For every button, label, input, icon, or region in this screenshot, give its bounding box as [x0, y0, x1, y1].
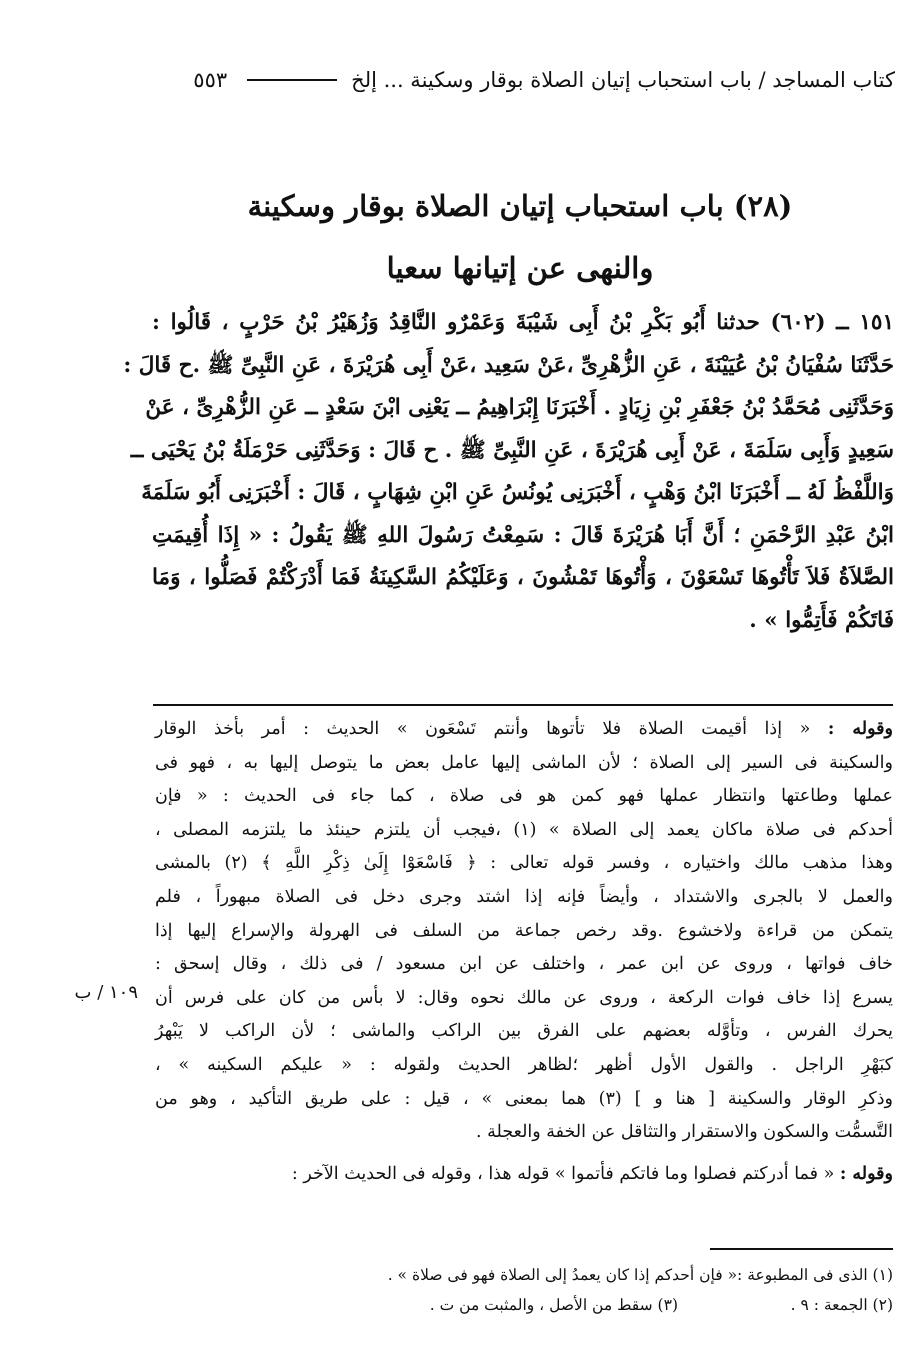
running-header: [150, 60, 895, 100]
commentary-line: [155, 713, 893, 747]
hadith-line: الصَّلاَةُ فَلاَ تَأْتُوهَا تَسْعَوْنَ ، وَأْتُوهَا تَمْشُونَ ، وَعَلَيْكُمُ السَّكِينَةُ فَمَا أَدْرَكْتُمْ فَصَلُّوا ، وَمَا: [152, 565, 894, 590]
commentary-line: وهذا مذهب مالك واختياره ، وفسر قوله تعالى : ﴿ فَاسْعَوْا إِلَىٰ ذِكْرِ اللَّهِ ﴾ (٢) بالمشى: [155, 853, 893, 874]
hadith-line: حَدَّثَنَا سُفْيَانُ بْنُ عُيَيْنَةَ ، عَنِ الزُّهْرِىِّ ،عَنْ سَعِيد ،عَنْ أَبِى هُرَيْرَةَ ، عَنِ النَّبِىِّ ﷺ .ح قَالَ :: [123, 352, 894, 378]
commentary-line: [155, 1158, 893, 1192]
commentary-line: وذكرِ الوقار والسكينة [ هنا و ] (٣) هما بمعنى » ، قيل : على طريق التأكيد ، وهو من: [155, 1088, 893, 1109]
hadith-line: ١٥١ ــ (٦٠٢) حدثنا أَبُو بَكْرِ بْنُ أَبِى شَيْبَةَ وَعَمْرٌو النَّاقِدُ وَزُهَيْرُ بْنُ حَرْبٍ ، قَالُوا :: [152, 310, 894, 335]
commentary-text: « فما أدركتم فصلوا وما فاتكم فأتموا » قوله هذا ، وقوله فى الحديث الآخر :: [291, 1163, 835, 1184]
commentary-line: والعمل لا بالجرى والاشتداد ، وأيضاً فإنه إذا اشتد وجرى دخل فى الصلاة مبهوراً ، فلم: [155, 886, 893, 907]
footnote-divider: [710, 1248, 893, 1250]
commentary-lead: وقوله :: [827, 719, 893, 739]
hadith-line: وَاللَّفْظُ لَهُ ــ أَخْبَرَنَا ابْنُ وَهْبٍ ، أَخْبَرَنِى يُونُسُ عَنِ ابْنِ شِهَابٍ ، قَالَ : أَخْبَرَنِى أَبُو سَلَمَةَ: [141, 480, 894, 505]
chapter-title: [150, 175, 890, 299]
chapter-title-line-1: (٢٨) باب استحباب إتيان الصلاة بوقار وسكينة: [247, 189, 793, 223]
commentary-line: يحرك الفرس ، وتأوَّله بعضهم على الفرق بين الراكب والماشى ؛ لأن الراكب لا يَبْهرُ: [155, 1021, 893, 1042]
commentary-line: التَّسمُّت والسكون والاستقرار والتثاقل عن الخفة والعجلة .: [476, 1122, 893, 1143]
paragraph-gap: [155, 1150, 893, 1158]
main-divider: [153, 704, 893, 706]
footnote-3: (٣) سقط من الأصل ، والمثبت من ت .: [429, 1296, 678, 1314]
commentary-line: أحدكم فى صلاة ماكان يعمد إلى الصلاة » (١) ،فيجب أن يلتزم حينئذ ما يلتزمه المصلى ،: [155, 819, 893, 840]
hadith-line: فَاتَكُمْ فَأَتِمُّوا » .: [749, 607, 894, 633]
commentary-line: والسكينة فى السير إلى الصلاة ؛ لأن الماشى إليها عامل بعض ما يتوصل إليها به ، فهو فى: [155, 752, 893, 773]
commentary-line: يسرع إذا خاف فوات الركعة ، وروى عن مالك نحوه وقال: لا بأس من كان على فرس أن: [155, 987, 893, 1008]
commentary-line: كبَهْرِ الراجل . والقول الأول أظهر ؛لظاهر الحديث ولقوله : « عليكم السكينه » ،: [155, 1054, 893, 1075]
commentary-line: يتمكن من قراءة ولاخشوع .وقد رخص جماعة من السلف فى الهرولة والإسراع إليها إذا: [155, 920, 893, 941]
footnote-2: (٢) الجمعة : ٩ .: [790, 1296, 893, 1314]
header-title: كتاب المساجد / باب استحباب إتيان الصلاة بوقار وسكينة ... إلخ: [351, 68, 895, 92]
chapter-title-line-2: والنهى عن إتيانها سعيا: [386, 251, 654, 285]
hadith-line: وَحَدَّثَنِى مُحَمَّدُ بْنُ جَعْفَرِ بْنِ زِيَادٍ . أَخْبَرَنَا إِبْرَاهِيمُ ــ يَعْنِى ابْنَ سَعْدٍ ــ عَنِ الزُّهْرِىِّ ، عَنْ: [145, 395, 894, 420]
footnote-row: [250, 1290, 893, 1320]
commentary-line: خاف فواتها ، وروى عن ابن عمر ، واختلف عن ابن مسعود / فى ذلك ، وقال إسحق :: [155, 954, 893, 975]
commentary-text: « إذا أقيمت الصلاة فلا تأتوها وأنتم تَسْعَون » الحديث : أمر بأخذ الوقار: [155, 719, 811, 739]
margin-folio-note: ١٠٩ / ب: [74, 982, 138, 1003]
footnote-1: (١) الذى فى المطبوعة :« فإن أحدكم إذا كان يعمدُ إلى الصلاة فهو فى صلاة » .: [387, 1266, 893, 1284]
header-rule: [247, 79, 337, 81]
hadith-line: ابْنُ عَبْدِ الرَّحْمَنِ ؛ أَنَّ أَبَا هُرَيْرَةَ قَالَ : سَمِعْتُ رَسُولَ اللهِ ﷺ يَقُولُ : « إِذَا أُقِيمَتِ: [152, 522, 894, 548]
hadith-line: سَعِيدٍ وَأَبِى سَلَمَةَ ، عَنْ أَبِى هُرَيْرَةَ ، عَنِ النَّبِىِّ ﷺ . ح قَالَ : وَحَدَّثَنِى حَرْمَلَةُ بْنُ يَحْيَى ــ: [130, 437, 894, 463]
commentary-line: عملها وطاعتها وانتظار عملها فهو كمن هو فى صلاة ، كما جاء فى الحديث : « فإن: [155, 786, 893, 807]
commentary-lead: وقوله :: [839, 1163, 893, 1184]
footnotes: [250, 1260, 893, 1320]
commentary: [155, 713, 893, 1191]
hadith-text: [123, 302, 894, 642]
page-number: ٥٥٣: [193, 68, 228, 92]
